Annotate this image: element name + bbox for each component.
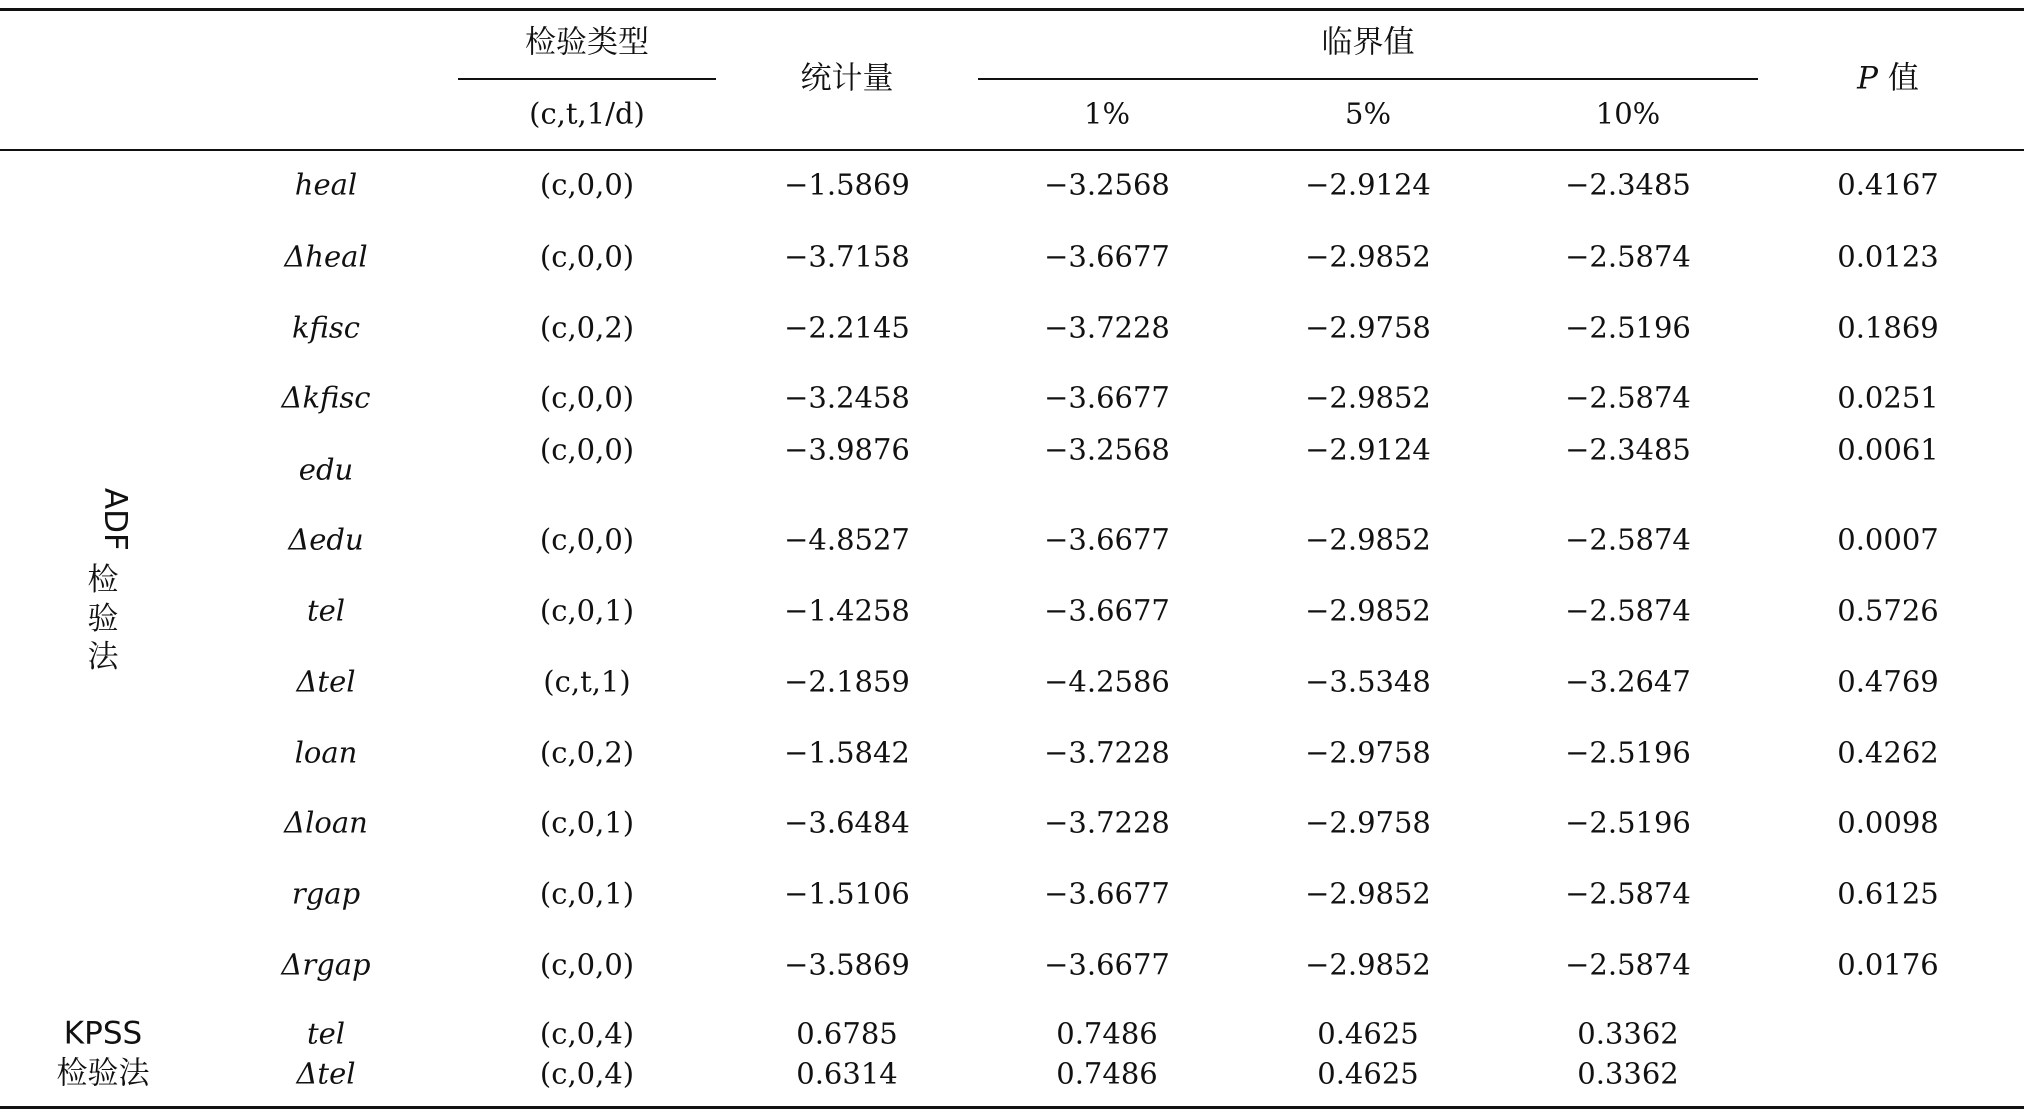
row-cv5: −2.9852 (1305, 522, 1431, 557)
row-stat: −1.5106 (784, 876, 910, 911)
header-critical: 临界值 (1321, 24, 1415, 61)
row-cv1: −3.7228 (1044, 735, 1170, 770)
row-cv10: −2.3485 (1565, 432, 1691, 467)
row-type: (c,0,0) (539, 522, 635, 557)
row-cv10: −2.5196 (1565, 805, 1691, 840)
row-stat: −3.2458 (784, 380, 910, 415)
row-cv1: −3.6677 (1044, 239, 1170, 274)
header-p-word: 值 (1887, 60, 1919, 97)
row-p: 0.1869 (1837, 310, 1939, 345)
row-stat: −1.4258 (784, 593, 910, 628)
row-p: 0.5726 (1837, 593, 1939, 628)
header-cv-5: 5% (1344, 96, 1392, 131)
row-cv1: −3.7228 (1044, 805, 1170, 840)
row-cv1: −3.6677 (1044, 380, 1170, 415)
row-type: (c,0,0) (539, 167, 635, 202)
row-var: Δtel (296, 664, 356, 699)
row-cv5: −2.9852 (1305, 380, 1431, 415)
row-p: 0.0007 (1837, 522, 1939, 557)
header-cv-10: 10% (1595, 96, 1661, 131)
row-type: (c,0,1) (539, 876, 635, 911)
row-cv10: 0.3362 (1577, 1016, 1679, 1051)
header-statistic: 统计量 (800, 60, 894, 97)
group-adf-char-3: 法 (87, 639, 119, 676)
header-rule (0, 149, 2024, 151)
row-cv10: −2.5874 (1565, 239, 1691, 274)
row-type: (c,0,1) (539, 593, 635, 628)
row-cv1: 0.7486 (1056, 1016, 1158, 1051)
row-cv5: −2.9124 (1305, 432, 1431, 467)
header-test-type: 检验类型 (525, 24, 649, 61)
row-cv1: −3.2568 (1044, 167, 1170, 202)
row-stat: −3.7158 (784, 239, 910, 274)
header-p-value (1857, 60, 1919, 97)
row-stat: −3.9876 (784, 432, 910, 467)
row-p: 0.0061 (1837, 432, 1939, 467)
row-var: Δheal (284, 239, 368, 274)
row-cv10: −2.5874 (1565, 380, 1691, 415)
row-var: Δkfisc (281, 380, 371, 415)
row-p: 0.6125 (1837, 876, 1939, 911)
row-cv5: 0.4625 (1317, 1056, 1419, 1091)
row-cv10: −2.5874 (1565, 522, 1691, 557)
bottom-rule (0, 1106, 2024, 1109)
row-cv10: −2.3485 (1565, 167, 1691, 202)
header-cv-1: 1% (1083, 96, 1131, 131)
header-test-type-sub: (c,t,1/d) (529, 96, 645, 131)
row-stat: −1.5869 (784, 167, 910, 202)
row-var: tel (306, 593, 346, 628)
row-var: edu (298, 452, 354, 487)
row-var: rgap (291, 876, 361, 911)
row-var: Δtel (296, 1056, 356, 1091)
row-stat: −4.8527 (784, 522, 910, 557)
row-type: (c,0,0) (539, 239, 635, 274)
row-stat: −3.5869 (784, 947, 910, 982)
row-p: 0.0251 (1837, 380, 1939, 415)
row-cv1: −3.6677 (1044, 876, 1170, 911)
row-cv5: −2.9758 (1305, 735, 1431, 770)
row-p: 0.4262 (1837, 735, 1939, 770)
row-cv1: −3.6677 (1044, 522, 1170, 557)
row-stat: −3.6484 (784, 805, 910, 840)
row-cv5: −2.9852 (1305, 876, 1431, 911)
row-cv5: −2.9124 (1305, 167, 1431, 202)
row-var: tel (306, 1016, 346, 1051)
row-cv1: −3.7228 (1044, 310, 1170, 345)
row-cv5: 0.4625 (1317, 1016, 1419, 1051)
row-cv5: −2.9852 (1305, 593, 1431, 628)
row-var: loan (294, 735, 358, 770)
row-cv1: −3.6677 (1044, 593, 1170, 628)
row-cv10: −2.5196 (1565, 310, 1691, 345)
row-cv1: −3.6677 (1044, 947, 1170, 982)
row-p: 0.0098 (1837, 805, 1939, 840)
row-type: (c,0,4) (539, 1056, 635, 1091)
row-var: Δedu (288, 522, 364, 557)
row-type: (c,0,2) (539, 735, 635, 770)
row-cv5: −2.9758 (1305, 805, 1431, 840)
row-type: (c,t,1) (543, 664, 631, 699)
row-cv1: 0.7486 (1056, 1056, 1158, 1091)
group-adf-latin: ADF (96, 487, 133, 551)
row-p: 0.4167 (1837, 167, 1939, 202)
row-stat: −2.1859 (784, 664, 910, 699)
row-cv5: −2.9758 (1305, 310, 1431, 345)
group-adf-char-2: 验 (87, 600, 119, 637)
row-cv5: −2.9852 (1305, 947, 1431, 982)
row-stat: 0.6785 (796, 1016, 898, 1051)
row-cv10: −2.5874 (1565, 876, 1691, 911)
row-stat: −2.2145 (784, 310, 910, 345)
critical-underline (978, 78, 1758, 80)
test-type-underline (458, 78, 716, 80)
row-type: (c,0,4) (539, 1016, 635, 1051)
row-stat: −1.5842 (784, 735, 910, 770)
row-cv10: 0.3362 (1577, 1056, 1679, 1091)
row-cv1: −3.2568 (1044, 432, 1170, 467)
row-type: (c,0,2) (539, 310, 635, 345)
row-cv5: −2.9852 (1305, 239, 1431, 274)
row-p: 0.4769 (1837, 664, 1939, 699)
row-type: (c,0,0) (539, 432, 635, 467)
row-var: Δloan (284, 805, 368, 840)
top-rule (0, 8, 2024, 11)
row-p: 0.0176 (1837, 947, 1939, 982)
row-cv10: −2.5874 (1565, 947, 1691, 982)
row-p: 0.0123 (1837, 239, 1939, 274)
group-adf-char-1: 检 (87, 561, 119, 598)
row-cv10: −2.5196 (1565, 735, 1691, 770)
row-var: heal (294, 167, 358, 202)
group-kpss-line-2: 检验法 (56, 1055, 150, 1092)
row-type: (c,0,0) (539, 947, 635, 982)
row-cv1: −4.2586 (1044, 664, 1170, 699)
row-var: kfisc (291, 310, 361, 345)
group-adf (83, 487, 133, 677)
header-p-symbol: P (1857, 60, 1878, 97)
row-cv5: −3.5348 (1305, 664, 1431, 699)
row-cv10: −3.2647 (1565, 664, 1691, 699)
row-type: (c,0,1) (539, 805, 635, 840)
row-cv10: −2.5874 (1565, 593, 1691, 628)
row-stat: 0.6314 (796, 1056, 898, 1091)
group-kpss-line-1: KPSS (63, 1015, 143, 1052)
row-type: (c,0,0) (539, 380, 635, 415)
row-var: Δrgap (281, 947, 371, 982)
